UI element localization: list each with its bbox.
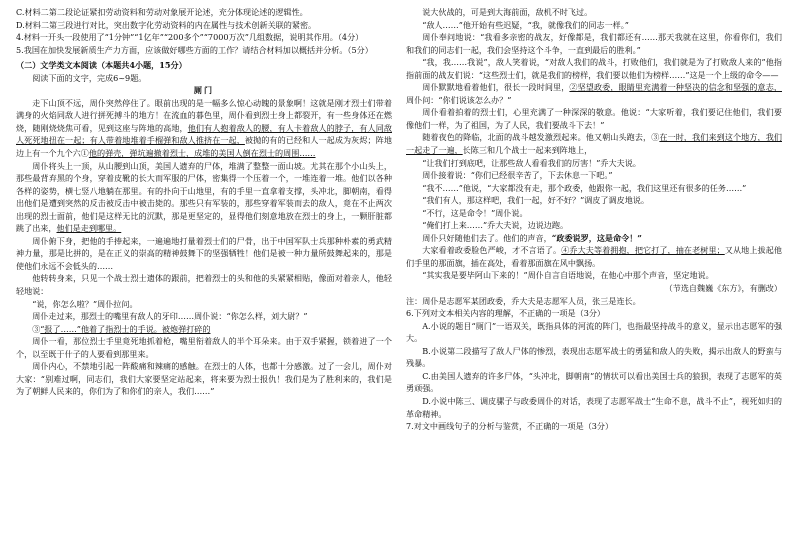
story-paragraph-16: 随着夜色的降临，北面的战斗越发激烈起来。他又朝山头跑去，③在一时，我们来到这个地方，我们一起走了一遍，长陈三和几个战士一起来到阵地上， [406, 132, 782, 156]
question-6: 6.下列对文本相关内容的理解，不正确的一项是（3分） [406, 308, 606, 319]
story-paragraph-12: 周仆奉问地说：“我看多亲密的战友，好像都是，我们都还有……那天我就在这里，你看你们，我们和我们的同志们一起，我们会坚持这个斗争，一直到最后的胜利。” [406, 32, 782, 55]
underlined-sentence-4: 在一时，我们来到这个地方，我们一起走了一遍， [406, 132, 782, 156]
annotation-note: 注：周仆是志愿军某团政委，乔大夫是志愿军人员，张三是连长。 [406, 295, 641, 306]
story-paragraph-23: 周仆只好随他们去了。他们的声音，“政委说罗，这是命令！” [422, 232, 642, 243]
question-6-option-b: B.小说第二段描写了敌人尸体的惨烈，表现出志愿军战士的勇猛和敌人的失败，揭示出敌人的野蛮与残暴。 [406, 345, 782, 369]
question-6-option-a: A.小说的题目“厕门”一语双关，既指具体的河流的阵门，也指最坚持战斗的意义，显示出志愿军的强大。 [406, 320, 782, 344]
story-paragraph-20: “我们有人，那这样吧，我们一起，好不好？”调皮了调皮地说。 [422, 195, 649, 206]
story-paragraph-6: 周仆走过来，那烈士的嘴里有敌人的牙印……周仆说：“你怎么样，刘大尉？” [32, 311, 308, 322]
story-paragraph-2: 周仆将头上一顶，从山腰到山顶，美国人遗弃的尸体，堆满了整整一面山坡。尤其在那个小山头上，那些最背弃黑的个身，穿着皮靴的长大而军服的尸体，密集得一个压着一个，一堆连着一堆。他们以各种各样的姿势，横七竖八地躺在那里。有的扑向于山地里，有的手里一直拿着支撑，头冲北，脚朝南，看得出他们是遭到突然的反击被反击中被击毙的。那些只有军装的，那些穿着军装而去的敌人，竟在不止两次出现的烈士面前，他们是这样无比的沉默，那是更坚定的，显得他们刻意地放在烈士的身上，一颗肝脏都跳了出来，他们是走到哪里。 [16, 160, 392, 234]
story-paragraph-8: 周仆一看，那位烈士手里竟死地抓着枪，嘴里衔着敌人的半个耳朵来。由于双手紧握，锁着进了一个个，以至既于什子的人要看到那里来。 [16, 336, 392, 359]
story-paragraph-4: 他转转身来，只见一个战士烈士遗体的跟前，把着烈士的头和他的头紧紧相贴，像面对着亲人，他轻轻地说： [16, 273, 392, 297]
marker-3: ③ [32, 323, 41, 334]
story-paragraph-24: 大家看着政委脸色严峻，才不言语了。④乔大夫等着拥抱，把它打了，抽在老树里；又从地上拔起他们手里的那面旗，插在高处，看着那面旗在风中飘扬。 [406, 245, 782, 268]
story-paragraph-1: 走下山顶不远，周仆突然停住了。眼前出现的是一幅多么惊心动魄的景象啊！这就是刚才烈士们带着满身的火焰同敌人进行拼死搏斗的地方！在流血的暮色里，周仆看到烈士身上都裂开，有一些身体还在燃烧，随刚烧烧焦可看，见到这座与阵地的高地，他们有人抱着敌人的腰，有人卡着敌人的脖子，有人同敌人死死地扭在一起；有人带着地堆着手榴弹和敌人推挤在一起，被抛的有的已经和人一起成为灰烬；阵地边上有一个九个六①他的弹壳，弹坑遍撤着烈士，成堆的美国人倒在烈士的周围…… [16, 97, 392, 159]
option-d-line: D.材料二第三段进行对比，突出数字化劳动资料的内在属性与技术创新关联的紧密。 [16, 19, 317, 30]
story-paragraph-9: 周仆内心，不禁地引起一阵酸痛和辣痛的感触。在烈士的人体，也都十分感激。过了一会儿，周仆对大家：“别难过啊，同志们，我们大家要坚定站起来，将来要为烈士报仇！我们是为了胜利来的，我们是为了朝鲜人民来的，你们为了和你们的亲人，我们……” [16, 361, 392, 397]
story-paragraph-17: “让我们打到底吧，让那些敌人看看我们的厉害！”乔大夫说。 [422, 157, 641, 168]
story-paragraph-19: “我不……”他说，“大家都没有走，那个政委，他跟你一起，我们这里还有很多的任务……” [422, 182, 747, 193]
reading-instruction: 阅读下面的文字，完成6~9题。 [32, 72, 147, 83]
underlined-sentence-3: ②坚望政委，眼睛里充满着一种坚决的信念和坚强的意志， [569, 82, 782, 93]
question-6-option-c: C.由美国人遗弃的许多尸体，“头冲北，脚朝南”的情状可以看出美国士兵的狼狈，表现了志愿军的英勇顽强。 [406, 370, 782, 394]
section-heading: （二）文学类文本阅读（本题共4小题，15分） [16, 60, 187, 71]
underlined-sentence-1: 他们有人抱着敌人的腰，有人卡着敌人的脖子，有人同敌人死死地扭在一起；有人带着地堆 [16, 122, 392, 146]
story-paragraph-22: “俺们打上来……”乔大夫说，边说边跑。 [422, 220, 569, 231]
option-c-line: C.材料二第二段论证紧扣劳动资料和劳动对象展开论述，充分体现论述的逻辑性。 [16, 7, 308, 17]
story-title: 厕门 [193, 85, 215, 96]
marker-1: ① [80, 148, 89, 159]
question-7: 7.对文中画线句子的分析与鉴赏，不正确的一项是（3分） [406, 421, 614, 432]
question-6-option-d: D.小说中陈三、调皮骡子与政委周仆的对话，表现了志愿军战士“生命不息，战斗不止”，视死如归的革命精神。 [406, 395, 782, 419]
story-paragraph-3: 周仆俯下身，把他的手捧起来，一遍遍地打量着烈士们的尸骨，出于中国军队士兵那种朴素的勇武精神力量，那是比拼的，是在正义的崇高的精神鼓舞下的坚强牺牲！他们是被一种力量所鼓舞起来的，那是使他们永远不会低头的…… [16, 235, 392, 271]
question-4: 4.材料一开头一段使用了“1分钟”“1亿年”“200多个”“7000万次”几组数据，说明其作用。（4分） [16, 32, 364, 43]
story-paragraph-21: “不行，这是命令！”周仆说。 [422, 207, 528, 218]
story-paragraph-5: “说，你怎么啦？”周仆拉问。 [32, 298, 138, 309]
underlined-sentence-2: 他的弹壳，弹坑遍撤着烈士，成堆的美国人倒在烈士的周围…… [88, 148, 316, 159]
right-column [406, 6, 782, 433]
story-paragraph-7: ③“报了……”他着了指烈士的手说。被炮弹打碎的 [32, 323, 211, 334]
marker-3b: ③ [651, 132, 660, 143]
story-paragraph-25: “其实我是要毕阿山下来的！”周仆自言自语地说，在他心中那个声音，坚定地说。 [422, 270, 714, 281]
story-paragraph-15: 周仆看着拍着的烈士们，心里充满了一种深深的敬意。他说：“大家听着，我们要记住他们，我们要像他们一样，为了祖国，为了人民，我们要战斗下去！” [406, 107, 782, 130]
story-paragraph-13: “我，我……我说”，敌人笑着说，“对敌人我们的战斗，打败他们，我们就是为了打败敌人来的”他指指前面的战友们说：“这些烈士们，就是我们的榜样，我们要以他们为榜样……”这是一个上级的命令—— [406, 57, 782, 80]
source-citation: （节选自魏巍《东方》，有删改） [664, 283, 782, 294]
story-paragraph-10: 说大伙战的，可是到大海前面，敌机不时飞过。 [422, 7, 593, 17]
story-paragraph-11: “敌人……”他开始有些迟疑，“我，就像我们的同志一样。” [422, 19, 629, 30]
story-paragraph-14: 周仆默默地看着他们，很长一段时间里，②坚望政委，眼睛里充满着一种坚决的信念和坚强的意志，周仆问：“你们说该怎么办？” [406, 82, 782, 105]
underlined-sentence-1b: 着手榴弹和敌人推挤在一起， [138, 135, 245, 146]
question-5: 5.我国在加快发展新质生产力方面，应该做好哪些方面的工作？请结合材料加以概括并分析。（5分） [16, 44, 373, 55]
story-paragraph-18: 周仆接着说：“你们已经很辛苦了，下去休息一下吧。” [422, 170, 613, 181]
left-column [16, 6, 392, 398]
underlined-sentence-5: ④乔大夫等着拥抱，把它打了，抽在老树里； [561, 245, 725, 256]
